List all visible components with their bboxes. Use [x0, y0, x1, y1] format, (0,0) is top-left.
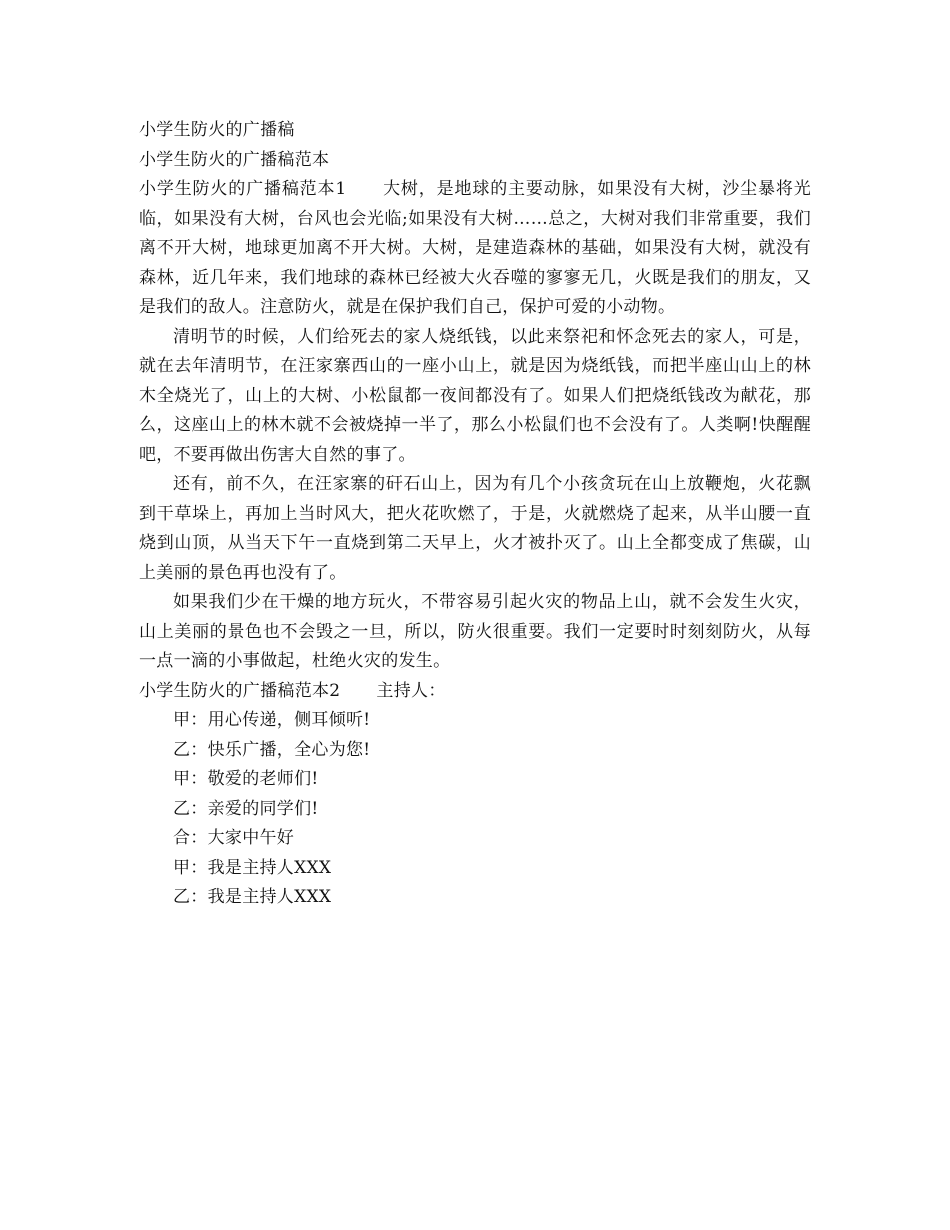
dialog-line: 乙：亲爱的同学们! [173, 798, 319, 819]
section-2 [139, 677, 811, 707]
document-subtitle: 小学生防火的广播稿范本 [139, 149, 330, 170]
section-1 [139, 175, 811, 323]
section-1-paragraph: 如果我们少在干燥的地方玩火，不带容易引起火灾的物品上山，就不会发生火灾，山上美丽的景色也不会毁之一旦，所以，防火很重要。我们一定要时时刻刻防火，从每一点一滴的小事做起，杜绝火灾的发生。 [139, 592, 811, 671]
dialog-line: 甲：我是主持人XXX [173, 857, 332, 878]
section-2-heading: 小学生防火的广播稿范本2 [139, 680, 341, 701]
dialog-line: 甲：敬爱的老师们! [173, 769, 319, 789]
section-2-intro: 主持人： [376, 680, 446, 701]
dialog-line: 甲：用心传递，侧耳倾听! [173, 710, 371, 730]
document-page [139, 116, 811, 913]
dialog-line: 乙：我是主持人XXX [173, 887, 332, 907]
section-1-intro: 大树，是地球的主要动脉，如果没有大树，沙尘暴将光临，如果没有大树，台风也会光临;如果没有大树……总之，大树对我们非常重要，我们离不开大树，地球更加离不开大树。大树，是建造森林的基础，如果没有大树，就没有森林，近几年来，我们地球的森林已经被大火吞噬的寥寥无几，火既是我们的朋友，又是我们的敌人。注意防火，就是在保护我们自己，保护可爱的小动物。 [139, 179, 812, 317]
section-1-paragraph: 还有，前不久，在汪家寨的矸石山上，因为有几个小孩贪玩在山上放鞭炮，火花飘到干草垛上，再加上当时风大，把火花吹燃了，于是，火就燃烧了起来，从半山腰一直烧到山顶，从当天下午一直烧到第二天早上，火才被扑灭了。山上全都变成了焦碳，山上美丽的景色再也没有了。 [139, 474, 811, 583]
section-1-paragraph: 清明节的时候，人们给死去的家人烧纸钱，以此来祭祀和怀念死去的家人，可是，就在去年清明节，在汪家寨西山的一座小山上，就是因为烧纸钱，而把半座山山上的林木全烧光了，山上的大树、小松鼠都一夜间都没有了。如果人们把烧纸钱改为献花，那么，这座山上的林木就不会被烧掉一半了，那么小松鼠们也不会没有了。人类啊!快醒醒吧，不要再做出伤害大自然的事了。 [139, 326, 811, 465]
dialog-line: 乙：快乐广播，全心为您! [173, 739, 371, 760]
dialog-line: 合：大家中午好 [173, 828, 295, 848]
section-1-heading: 小学生防火的广播稿范本1 [139, 179, 347, 199]
document-title: 小学生防火的广播稿 [139, 120, 295, 140]
